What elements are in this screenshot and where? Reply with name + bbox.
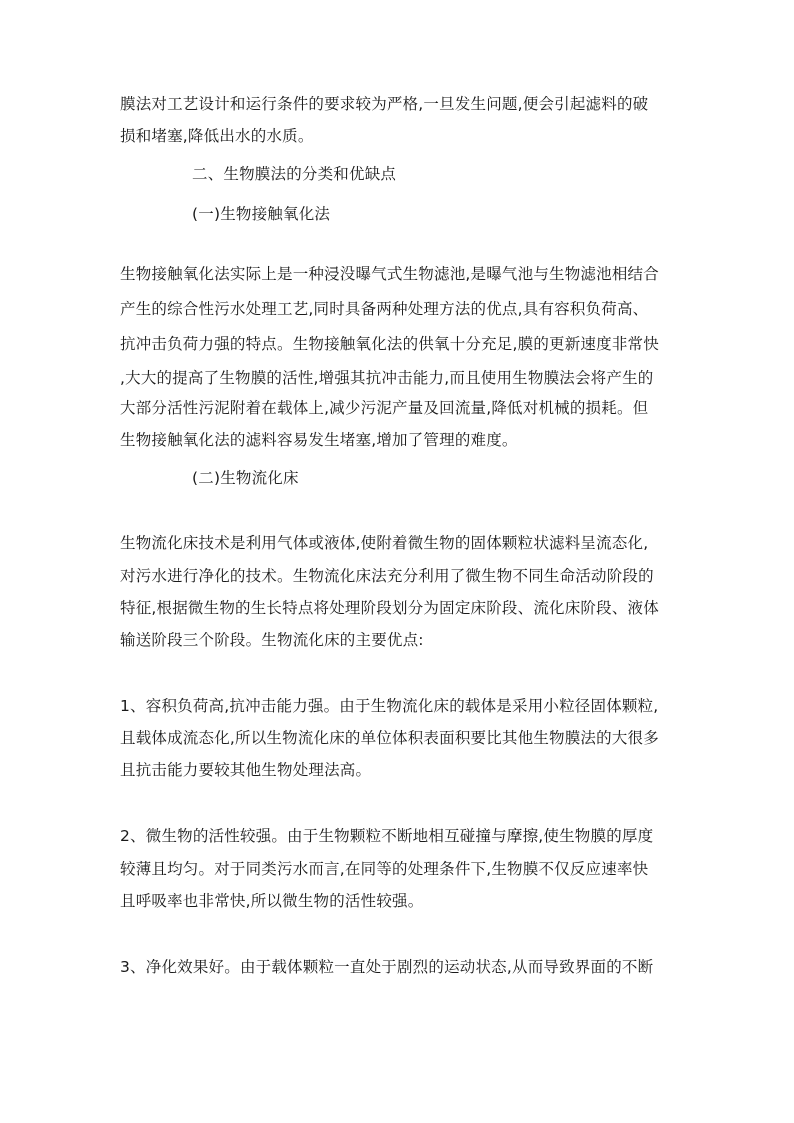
list-item-line: 较薄且均匀。对于同类污水而言,在同等的处理条件下,生物膜不仅反应速率快 [120, 860, 649, 878]
paragraph-line: 产生的综合性污水处理工艺,同时具备两种处理方法的优点,具有容积负荷高、 [120, 300, 649, 318]
paragraph-line: 膜法对工艺设计和运行条件的要求较为严格,一旦发生问题,便会引起滤料的破 [120, 95, 649, 113]
paragraph-line: 生物接触氧化法实际上是一种浸没曝气式生物滤池,是曝气池与生物滤池相结合 [120, 265, 659, 283]
subsection-heading: (二)生物流化床 [192, 469, 299, 487]
list-item-line: 2、微生物的活性较强。由于生物颗粒不断地相互碰撞与摩擦,使生物膜的厚度 [120, 827, 654, 845]
list-item-line: 且抗击能力要较其他生物处理法高。 [120, 761, 372, 779]
paragraph-line: 生物流化床技术是利用气体或液体,使附着微生物的固体颗粒状滤料呈流态化, [120, 534, 649, 552]
paragraph-line: ,大大的提高了生物膜的活性,增强其抗冲击能力,而且使用生物膜法会将产生的 [120, 369, 654, 387]
paragraph-line: 损和堵塞,降低出水的水质。 [120, 127, 314, 145]
list-item-line: 3、净化效果好。由于载体颗粒一直处于剧烈的运动状态,从而导致界面的不断 [120, 958, 654, 976]
list-item-line: 且呼吸率也非常快,所以微生物的活性较强。 [120, 892, 424, 910]
subsection-heading: (一)生物接触氧化法 [192, 205, 331, 223]
paragraph-line: 生物接触氧化法的滤料容易发生堵塞,增加了管理的难度。 [120, 431, 518, 449]
list-item-line: 1、容积负荷高,抗冲击能力强。由于生物流化床的载体是采用小粒径固体颗粒, [120, 697, 659, 715]
paragraph-line: 输送阶段三个阶段。生物流化床的主要优点: [120, 631, 424, 649]
list-item-line: 且载体成流态化,所以生物流化床的单位体积表面积要比其他生物膜法的大很多 [120, 729, 659, 747]
paragraph-line: 大部分活性污泥附着在载体上,减少污泥产量及回流量,降低对机械的损耗。但 [120, 399, 649, 417]
section-heading: 二、生物膜法的分类和优缺点 [192, 165, 397, 183]
paragraph-line: 特征,根据微生物的生长特点将处理阶段划分为固定床阶段、流化床阶段、液体 [120, 599, 659, 617]
paragraph-line: 对污水进行净化的技术。生物流化床法充分利用了微生物不同生命活动阶段的 [120, 567, 654, 585]
paragraph-line: 抗冲击负荷力强的特点。生物接触氧化法的供氧十分充足,膜的更新速度非常快 [120, 335, 659, 353]
